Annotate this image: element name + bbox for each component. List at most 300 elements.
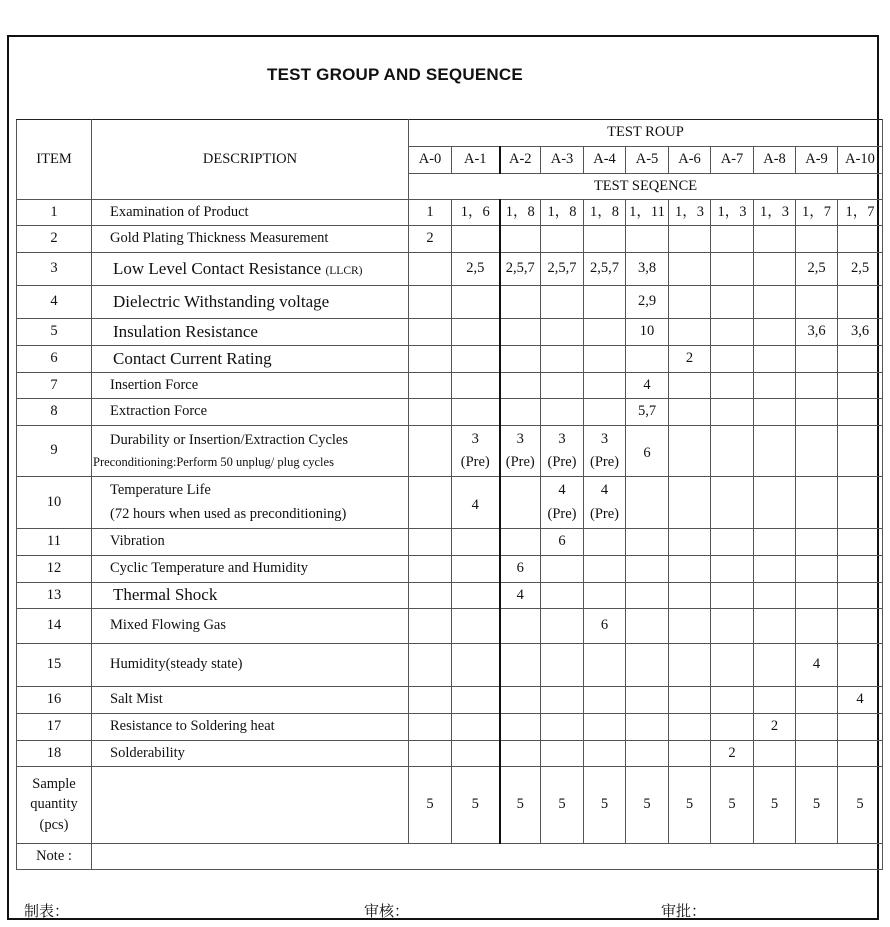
prepared-by-label: 制表： [24,904,70,920]
sequence-cell [626,583,669,609]
sequence-cell [626,644,669,687]
table-row [17,741,883,767]
sequence-value-top: 3 [516,430,524,447]
sequence-cell [541,477,584,529]
description-text: Insertion Force [110,376,199,393]
sequence-cell [584,426,626,477]
sequence-cell: 6 [541,529,584,556]
sequence-cell [626,609,669,644]
item-description [92,714,409,741]
sequence-cell [541,373,584,399]
sequence-cell [452,373,500,399]
sequence-cell [669,714,711,741]
sequence-cell [754,319,796,346]
item-number: 18 [17,741,92,767]
sequence-cell [711,714,754,741]
sequence-value-bottom: 4 [471,496,479,513]
sequence-cell [711,644,754,687]
sequence-value-top: 4 [558,482,566,499]
item-description [92,346,409,373]
sample-quantity-cell: 5 [669,767,711,844]
sequence-cell [500,529,541,556]
item-header: ITEM [17,120,92,200]
sequence-cell [838,399,883,426]
sequence-cell [584,687,626,714]
sample-quantity-cell: 5 [838,767,883,844]
item-description [92,426,409,477]
sequence-cell [754,346,796,373]
page-title: TEST GROUP AND SEQUENCE [267,65,523,84]
sequence-cell [409,609,452,644]
sequence-cell: 1，3 [669,200,711,226]
sequence-value-top: 3 [600,430,609,447]
sample-label-line: (pcs) [39,816,69,833]
description-text: Durability or Insertion/Extraction Cycles [110,431,348,448]
sequence-cell [669,609,711,644]
table-row [17,583,883,609]
sequence-cell [838,226,883,253]
approved-by-label: 审批： [661,904,707,920]
sequence-cell [669,319,711,346]
sequence-cell: 10 [626,319,669,346]
table-row [17,253,883,286]
table-row [17,346,883,373]
sequence-cell: 4 [796,644,838,687]
sample-quantity-cell: 5 [796,767,838,844]
sequence-cell [669,226,711,253]
group-header-cell: A-1 [452,147,500,174]
sequence-cell [754,583,796,609]
sequence-cell: 2 [409,226,452,253]
sequence-cell [500,644,541,687]
sequence-cell [452,583,500,609]
sequence-cell [796,346,838,373]
sequence-cell [626,714,669,741]
sequence-cell [452,399,500,426]
sequence-cell [409,373,452,399]
sequence-cell [796,714,838,741]
note-label: Note : [17,844,92,870]
table-row [17,286,883,319]
sequence-cell [541,741,584,767]
item-description [92,583,409,609]
sequence-cell [669,373,711,399]
sequence-cell [452,286,500,319]
sequence-cell [754,253,796,286]
sequence-cell [584,346,626,373]
table-row [17,399,883,426]
item-number: 13 [17,583,92,609]
sequence-cell [754,373,796,399]
sequence-cell [500,741,541,767]
item-number: 2 [17,226,92,253]
group-header-cell: A-7 [711,147,754,174]
item-description [92,226,409,253]
sequence-cell [584,714,626,741]
item-number: 6 [17,346,92,373]
sequence-cell [838,741,883,767]
sequence-cell [500,477,541,529]
sequence-cell [452,741,500,767]
sequence-cell: 3,6 [838,319,883,346]
sequence-cell: 1 [409,200,452,226]
sequence-cell: 2,5 [796,253,838,286]
sequence-cell [452,426,500,477]
sequence-cell [838,644,883,687]
sequence-cell [796,477,838,529]
sequence-cell [838,373,883,399]
note-row [17,844,883,870]
table-row [17,556,883,583]
group-header-cell: A-9 [796,147,838,174]
test-sequence-header: TEST SEQENCE [409,174,883,200]
item-description [92,741,409,767]
sample-quantity-label [17,767,92,844]
sequence-cell [584,319,626,346]
sequence-cell [409,741,452,767]
note-content [92,844,883,870]
sequence-cell [452,529,500,556]
sequence-cell [409,319,452,346]
sequence-cell [500,319,541,346]
item-number: 9 [17,426,92,477]
sequence-cell [838,556,883,583]
sequence-cell [711,346,754,373]
sequence-cell [409,644,452,687]
item-number: 3 [17,253,92,286]
sequence-value-bottom: (Pre) [547,505,577,522]
description-suffix: (LLCR) [325,264,363,277]
sequence-cell [541,687,584,714]
sequence-cell: 1，6 [452,200,500,226]
item-number: 4 [17,286,92,319]
sequence-cell: 3,6 [796,319,838,346]
sequence-cell [669,741,711,767]
sequence-cell [838,286,883,319]
item-number: 10 [17,477,92,529]
sequence-cell [669,529,711,556]
table-row [17,714,883,741]
sequence-cell [626,346,669,373]
sequence-cell: 2,5 [452,253,500,286]
sequence-cell [711,529,754,556]
group-header-cell: A-0 [409,147,452,174]
sequence-cell [500,426,541,477]
sequence-cell [796,529,838,556]
sequence-cell: 1，7 [796,200,838,226]
sequence-cell [452,687,500,714]
sequence-cell [711,609,754,644]
sample-quantity-cell: 5 [409,767,452,844]
sequence-cell [500,687,541,714]
sample-quantity-cell: 5 [626,767,669,844]
sequence-cell [711,226,754,253]
sequence-cell [796,399,838,426]
sequence-cell [754,741,796,767]
sequence-cell [584,477,626,529]
group-header-cell: A-2 [500,147,541,174]
sequence-cell [500,399,541,426]
sequence-cell [754,687,796,714]
sequence-cell [584,399,626,426]
sample-label-line: quantity [30,796,78,813]
sequence-cell [754,226,796,253]
group-header-cell: A-4 [584,147,626,174]
sequence-cell [409,346,452,373]
table-row [17,644,883,687]
sequence-cell [838,609,883,644]
sequence-cell [669,644,711,687]
sequence-cell [754,477,796,529]
sequence-value-top: 3 [471,430,479,447]
sequence-cell [500,714,541,741]
sequence-cell [796,687,838,714]
group-header-cell: A-10 [838,147,883,174]
description-text: Examination of Product [110,203,249,220]
sequence-cell [838,714,883,741]
reviewed-by-label: 审核： [364,904,410,920]
sequence-cell [838,583,883,609]
sequence-cell [669,253,711,286]
table-row [17,226,883,253]
sequence-cell [409,556,452,583]
sequence-cell [626,741,669,767]
table-row [17,319,883,346]
sample-quantity-row [17,767,883,844]
sequence-value-bottom: (Pre) [505,454,535,470]
description-text: Extraction Force [110,403,208,420]
table-row [17,373,883,399]
sequence-cell: 2,5,7 [584,253,626,286]
sequence-cell [711,477,754,529]
sequence-value-bottom: (Pre) [590,505,619,522]
table-row [17,200,883,226]
description-text: Low Level Contact Resistance [113,258,322,278]
description-text: Humidity(steady state) [110,656,243,673]
sequence-cell [669,687,711,714]
description-text: Cyclic Temperature and Humidity [110,560,309,577]
description-second-line: (72 hours when used as preconditioning) [110,505,347,522]
sequence-cell [669,426,711,477]
description-header: DESCRIPTION [92,120,409,200]
description-text: Gold Plating Thickness Measurement [110,230,329,247]
sequence-cell [452,477,500,529]
sequence-cell [500,286,541,319]
description-text: Contact Current Rating [113,348,272,368]
sequence-cell [754,556,796,583]
sequence-cell [541,644,584,687]
sequence-cell [409,253,452,286]
sequence-cell [409,286,452,319]
description-text: Salt Mist [110,691,163,708]
test-group-header: TEST ROUP [409,120,883,147]
sequence-cell [409,714,452,741]
sequence-cell [754,426,796,477]
sequence-cell [409,529,452,556]
sequence-cell [796,373,838,399]
sequence-cell [541,609,584,644]
sequence-cell [711,319,754,346]
sequence-cell [541,399,584,426]
sequence-value-top: 4 [600,482,609,499]
sequence-cell [584,286,626,319]
sequence-cell [754,286,796,319]
sequence-cell [584,373,626,399]
sequence-cell [838,346,883,373]
sequence-cell [541,714,584,741]
group-header-cell: A-8 [754,147,796,174]
sequence-cell [584,556,626,583]
sequence-cell: 4 [500,583,541,609]
sequence-cell [796,286,838,319]
sequence-cell [626,226,669,253]
sequence-cell [409,399,452,426]
sequence-cell [541,556,584,583]
sequence-cell [796,426,838,477]
sequence-cell [626,477,669,529]
sequence-cell [541,346,584,373]
sequence-cell [500,373,541,399]
sequence-cell [754,529,796,556]
sequence-cell [409,583,452,609]
sequence-cell [584,583,626,609]
sequence-cell [409,477,452,529]
sample-quantity-cell: 5 [452,767,500,844]
sequence-cell [626,556,669,583]
sequence-cell [711,286,754,319]
sequence-cell: 1，11 [626,200,669,226]
sequence-cell [541,426,584,477]
item-number: 16 [17,687,92,714]
sequence-cell: 3,8 [626,253,669,286]
sequence-cell: 4 [626,373,669,399]
item-description [92,644,409,687]
sequence-cell [754,399,796,426]
sequence-cell [711,373,754,399]
sample-description-empty [92,767,409,844]
sequence-cell: 2,5,7 [541,253,584,286]
sequence-cell [452,714,500,741]
sequence-cell: 5,7 [626,399,669,426]
sequence-cell: 1，8 [584,200,626,226]
item-description [92,200,409,226]
item-number: 1 [17,200,92,226]
table-row [17,529,883,556]
sequence-cell: 1，3 [754,200,796,226]
table-row [17,426,883,477]
description-note: Preconditioning:Perform 50 unplug/ plug cycles [93,455,334,470]
group-header-cell: A-6 [669,147,711,174]
sequence-cell: 2,5 [838,253,883,286]
sequence-cell [711,687,754,714]
sequence-cell [584,226,626,253]
sequence-value-bottom: (Pre) [547,454,577,470]
sequence-cell: 2,5,7 [500,253,541,286]
sequence-cell [796,583,838,609]
sequence-value-bottom: (Pre) [460,454,490,470]
sequence-cell [796,741,838,767]
sample-quantity-cell: 5 [754,767,796,844]
description-text: Temperature Life [110,482,211,499]
item-description [92,253,409,286]
sequence-cell [500,609,541,644]
sequence-cell [452,346,500,373]
sequence-cell: 2 [669,346,711,373]
description-text: Mixed Flowing Gas [110,617,226,634]
sequence-cell [409,687,452,714]
item-description [92,609,409,644]
description-text: Solderability [110,744,185,761]
item-number: 14 [17,609,92,644]
sequence-cell [669,286,711,319]
item-number: 11 [17,529,92,556]
description-text: Dielectric Withstanding voltage [113,291,330,311]
sequence-cell [541,226,584,253]
sequence-cell [584,644,626,687]
description-text: Vibration [110,533,165,550]
sequence-cell: 2,9 [626,286,669,319]
item-number: 17 [17,714,92,741]
item-number: 5 [17,319,92,346]
sequence-cell: 6 [584,609,626,644]
sequence-cell [452,226,500,253]
sequence-cell: 1，3 [711,200,754,226]
sequence-value-bottom: 6 [643,445,651,462]
sequence-cell [541,319,584,346]
item-description [92,556,409,583]
sequence-cell [541,583,584,609]
sequence-cell: 6 [500,556,541,583]
sequence-cell [626,529,669,556]
sequence-cell [500,346,541,373]
sequence-cell [452,556,500,583]
item-description [92,319,409,346]
sequence-cell [754,644,796,687]
item-number: 15 [17,644,92,687]
sample-quantity-cell: 5 [584,767,626,844]
description-text: Thermal Shock [113,585,218,605]
sequence-cell [711,253,754,286]
sequence-cell [500,226,541,253]
sequence-cell [669,583,711,609]
item-description [92,373,409,399]
item-description [92,529,409,556]
item-number: 12 [17,556,92,583]
sequence-cell [796,609,838,644]
sequence-cell [541,286,584,319]
description-text: Insulation Resistance [113,321,258,341]
group-header-cell: A-3 [541,147,584,174]
sequence-cell: 1，8 [541,200,584,226]
description-text: Resistance to Soldering heat [110,718,275,735]
sequence-cell [838,426,883,477]
sample-label-line: Sample [32,775,76,792]
sequence-cell [584,741,626,767]
sequence-cell [669,556,711,583]
sequence-value-top: 3 [558,430,566,447]
sequence-cell [669,399,711,426]
sequence-cell: 2 [711,741,754,767]
sequence-cell: 2 [754,714,796,741]
sample-quantity-cell: 5 [500,767,541,844]
sequence-cell [669,477,711,529]
sequence-cell [711,399,754,426]
sample-quantity-cell: 5 [541,767,584,844]
sequence-cell [626,426,669,477]
item-number: 7 [17,373,92,399]
sequence-cell [409,426,452,477]
sequence-cell [452,644,500,687]
